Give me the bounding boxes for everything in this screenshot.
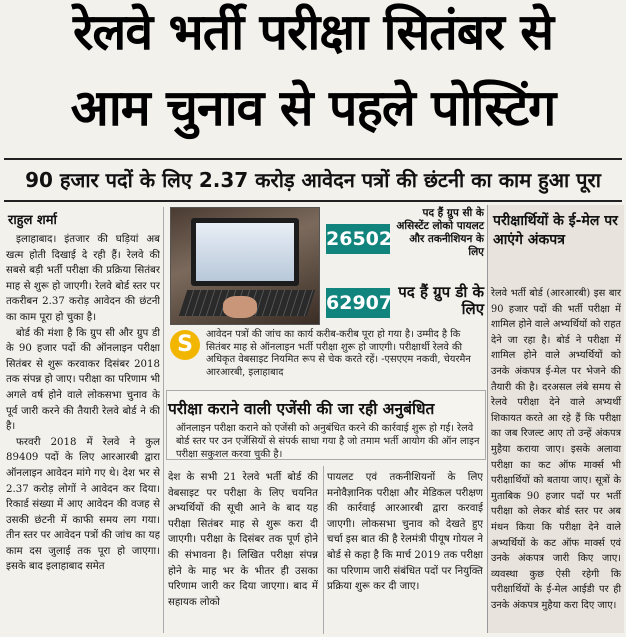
inset-text: ऑनलाइन परीक्षा कराने को एजेंसी को अनुबंधित करने की कार्रवाई शुरू हो गई। रेलवे बोर्ड स्तर पर उन एजेंसियों से संपर्क साधा गया है जो तमाम भर्ती आयोग की ऑन लाइन परीक्षा सकुशल करवा चुकी है। [176,423,480,460]
inset-title: परीक्षा कराने वाली एजेंसी की जा रही अनुबंधित [168,400,435,418]
stat-text-group-d: पद हैं ग्रुप डी के लिए [398,283,484,318]
paragraph: देश के सभी 21 रेलवे भर्ती बोर्ड की वेबसाइट पर परीक्षा के लिए चयनित अभ्यर्थियों की सूची आने के बाद यह परीक्षा सितंबर माह से शुरू करा दी जाएगी। परीक्षा के दिसंबर तक पूर्ण होने की संभावना है। लिखित परीक्षा संपन्न होने के माह भर के भीतर ही उसका परिणाम जारी कर दिया जाएगा। बाद में सहायक लोको [168,472,318,608]
subheadline: 90 हजार पदों के लिए 2.37 करोड़ आवेदन पत्रों की छंटनी का काम हुआ पूरा [25,168,601,192]
paragraph: इलाहाबाद। इंतजार की घड़ियां अब खत्म होती दिखाई दे रही हैं। रेलवे की सबसे बड़ी भर्ती परीक्षा की प्रक्रिया सितंबर माह से शुरू हो जाएगी। रेलवे बोर्ड स्तर पर तकरीबन 2.37 करोड़ आवेदन की छंटनी का काम पूरा हो चुका है। [6,234,160,323]
sidebar-text: रेलवे भर्ती बोर्ड (आरआरबी) इस बार 90 हजार पदों की भर्ती परीक्षा में शामिल होने वाले अभ्यर्थियों को राहत देने जा रहा है। बोर्ड ने परीक्षा में शामिल होने वाले अभ्यर्थियों को उनके अंकपत्र ई-मेल पर भेजने की तैयारी की है। दरअसल लंबे समय से रेलवे परीक्षा देने वाले अभ्यर्थी शिकायत करते आ रहे हैं कि परीक्षा का जब रिजल्ट आए तो उन्हें अंकपत्र मुहैया कराया जाए। इसके अलावा परीक्षा का कट ऑफ मार्क्स भी परीक्षार्थियों को बताया जाए। सूत्रों के मुताबिक 90 हजार पदों पर भर्ती परीक्षा को लेकर बोर्ड स्तर पर अब मंथन किया कि परीक्षा देने वाले अभ्यर्थियों के कट ऑफ मार्क्स एवं उनके अंकपत्र जारी किए जाए। व्यवस्था कुछ ऐसी रहेगी कि परीक्षार्थियों के ई-मेल आईडी पर ही उनके अंकपत्र मुहैया करा दिए जाए। [491,288,621,611]
paragraph: फरवरी 2018 में रेलवे ने कुल 89409 पदों के लिए आरआरबी द्वारा ऑनलाइन आवेदन मांगे गए थे। देश भर से 2.37 करोड़ लोगों ने आवेदन कर दिया। रिकार्ड संख्या में आए आवेदन की वजह से उसकी छंटनी में काफी समय लग गया। तीन स्तर पर आवेदन पत्रों की जांच का यह काम दस जुलाई तक पूरा हो जाएगा। इसके बाद इलाहाबाद समेत [6,436,160,573]
column-separator [323,466,324,634]
stat-number-group-d: 62907 [326,288,390,318]
column-2 [168,470,318,634]
byline: राहुल शर्मा [8,213,57,228]
divider [4,158,622,160]
column-separator [163,207,164,633]
column-1 [6,232,160,634]
quote-caption: आवेदन पत्रों की जांच का कार्य करीब-करीब पूरा हो गया है। उम्मीद है कि सितंबर माह से ऑनलाइन भर्ती परीक्षा शुरू हो जाएगी। परीक्षार्थी रेलवे की अधिकृत वेबसाइट नियमित रूप से चेक करते रहें। -एसएएम नकवी, चेयरमैन आरआरबी, इलाहाबाद [206,329,471,378]
column-3 [327,470,483,634]
laptop-screen [191,218,299,286]
divider [4,200,622,202]
headline-line-2: आम चुनाव से पहले पोस्टिंग [70,79,556,137]
sidebar-title: परीक्षार्थियों के ई-मेल पर आएंगे अंकपत्र [493,213,618,248]
amar-ujala-logo-icon: S [170,330,200,360]
hand [223,296,257,318]
laptop-photo [170,207,320,325]
paragraph: पायलट एवं तकनीशियनों के लिए मनोवैज्ञानिक परीक्षा और मेडिकल परीक्षण की कार्रवाई आरआरबी द्वारा करवाई जाएगी। लोकसभा चुनाव को देखते हुए चर्चा इस बात की है रेलमंत्री पीयूष गोयल ने बोर्ड से कहा है कि मार्च 2019 तक परीक्षा का परिणाम जारी संबंधित पदों पर नियुक्ति प्रक्रिया शुरू कर दी जाए। [327,472,483,593]
paragraph: बोर्ड की मंशा है कि ग्रुप सी और ग्रुप डी के 90 हजार पदों की ऑनलाइन परीक्षा सितंबर से शुरू करवाकर दिसंबर 2018 तक संपन्न हो जाए। परीक्षा का परिणाम भी अगले वर्ष होने वाले लोकसभा चुनाव के पूर्व जारी करने की तैयारी रेलवे बोर्ड ने की है। [6,327,160,433]
headline-line-1: रेलवे भर्ती परीक्षा सितंबर से [72,3,554,61]
stat-text-group-c: पद हैं ग्रुप सी के असिस्टेंट लोको पायलट और तकनीशियन के लिए [396,207,484,258]
stat-number-group-c: 26502 [326,224,390,254]
